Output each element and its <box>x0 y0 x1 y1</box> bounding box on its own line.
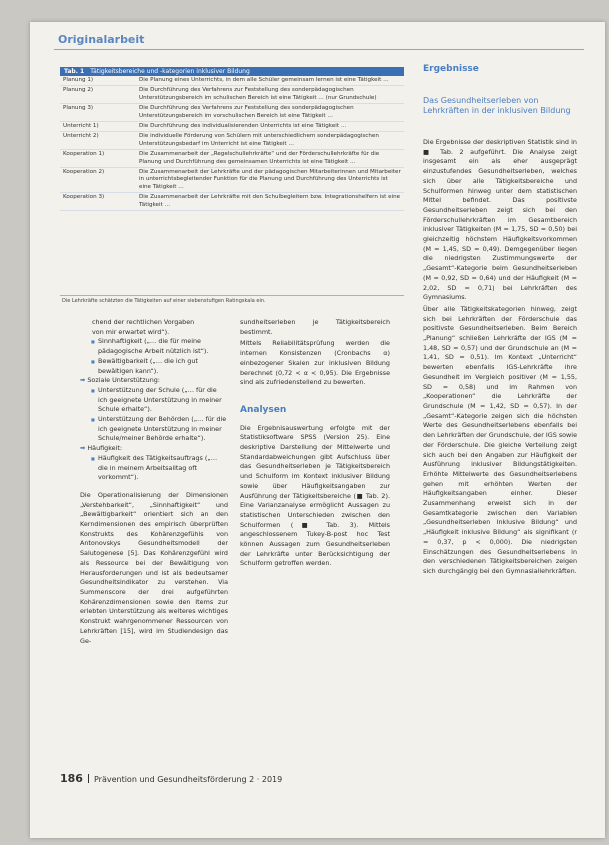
table-cell-category: Unterricht 1) <box>63 123 99 130</box>
table-cell-category: Planung 2) <box>63 87 94 94</box>
body-paragraph: sundheitserleben je Tätigkeitsbereich bestimmt. <box>240 318 390 336</box>
journal-page <box>30 22 605 838</box>
table-note: Die Lehrkräfte schätzten die Tätigkeiten auf einer siebenstufigen Ratingskala ein. <box>62 298 266 304</box>
right-column <box>423 62 577 579</box>
table-row <box>60 122 404 132</box>
table-number: Tab. 1 <box>64 68 85 75</box>
list-item: ■ Bewältigbarkeit („… die ich gut bewältigen kann“). <box>92 357 228 376</box>
table-row <box>60 168 404 193</box>
subsection-heading: Das Gesundheitserleben von Lehrkräften in der inklusiven Bildung <box>423 96 571 115</box>
body-paragraph: Die Ergebnisauswertung erfolgte mit der Statistiksoftware SPSS (Version 25). Eine deskriptive Darstellung der Mittelwerte und Standardabweichungen gibt Aufschluss über das Gesundheitserleben je Tätigkeitsbereich und Schulform im Kontext inklusiver Bildung sowie über Häufigkeitsangaben zur Ausführung der Tätigkeitsbereiche (■ Tab. 2). Eine Varianzanalyse ermöglicht Aussagen zu statistischen Unterschieden zwischen den Schulformen (■ Tab. 3). Mittels angeschlossenem Tukey-B-post hoc Test können Aussagen zum Gesundheitserleben der Lehrkräfte unter Berücksichtigung der Schulform getroffen werden. <box>240 423 390 568</box>
list-item: ■ Sinnhaftigkeit („… die für meine pädagogische Arbeit nützlich ist“). <box>92 337 228 356</box>
table-row <box>60 132 404 150</box>
table-cell-category: Unterricht 2) <box>63 133 99 140</box>
table-1 <box>60 67 404 296</box>
table-row <box>60 193 404 211</box>
section-heading-ergebnisse: Ergebnisse <box>423 64 479 74</box>
list-item: ■ Häufigkeit des Tätigkeitsauftrags („… die in meinem Arbeitsalltag oft vorkommt“). <box>92 454 228 483</box>
left-column <box>80 318 228 653</box>
list-item: ■ Unterstützung der Behörden („… für die ich geeignete Unterstützung in meiner Schule/meiner Behörde erhalte“). <box>92 415 228 444</box>
list-a <box>80 337 228 376</box>
table-cell-description: Die Durchführung des Verfahrens zur Feststellung des sonderpädagogischen Unterstützungsbereich im vorschulischen Bereich ist eine Tätigkeit … <box>139 105 354 119</box>
table-row <box>60 150 404 168</box>
middle-column <box>240 318 390 571</box>
header-rule <box>54 49 584 50</box>
arrow-icon: ➡ <box>80 444 86 453</box>
table-cell-description: Die Zusammenarbeit der Lehrkräfte mit den Schulbegleitern bzw. Integrationshelfern ist eine Tätigkeit … <box>139 194 401 208</box>
table-cell-category: Kooperation 1) <box>63 151 105 158</box>
section-heading-analysen: Analysen <box>240 404 287 415</box>
group-heading: ➡ Häufigkeit: <box>80 444 123 453</box>
list-b <box>80 386 228 444</box>
table-cell-category: Kooperation 2) <box>63 169 105 176</box>
body-paragraph: Die Ergebnisse der deskriptiven Statistik sind in ■ Tab. 2 aufgeführt. Die Analyse zeigt insgesamt ein als eher ausgeprägt einzustufendes Gesundheitserleben, welches sich über alle Tätigkeitsbereiche und Schulformen hinweg unter dem statistischen Mittel befindet. Das positivste Gesundheitserleben zeigt sich bei den Förderschullehrkräften im Gesamtbereich inklusiver Tätigkeiten (M = 1,75, SD = 0,50) bei gleichzeitig höchstem Häufigkeitsvorkommen (M = 1,45, SD = 0,49). Demgegenüber liegen die niedrigsten Zustimmungswerte der „Gesamt“-Kategorie beim Gesundheitserleben (M = 0,92, SD = 0,64) und der Häufigkeit (M = 2,02, SD = 0,71) bei Lehrkräften des Gymnasiums. <box>423 138 577 302</box>
list-item: ■ Unterstützung der Schule („… für die ich geeignete Unterstützung in meiner Schule erhalte“). <box>92 386 228 415</box>
body-paragraph: Mittels Reliabilitätsprüfung werden die internen Konsistenzen (Cronbachs α) einbezogener Skalen zur inklusiven Bildung berechnet (0,72 < α < 0,95). Die Ergebnisse sind als zufriedenstellend zu bewerten. <box>240 339 390 387</box>
table-row <box>60 86 404 104</box>
page-footer <box>60 772 282 785</box>
body-paragraph: Über alle Tätigkeitskategorien hinweg, zeigt sich bei Lehrkräften der Förderschule das positivste Gesundheitserleben. Beim Bereich „Planung“ schließen Lehrkräfte der IGS (M = 1,48, SD = 0,57) und der Grundschule an (M = 1,41, SD = 0,51). Im Kontext „Unterricht“ bewerten ebenfalls IGS-Lehrkräfte ihre Gesundheit im Vergleich positiver (M = 1,55, SD = 0,58) und im Rahmen von „Kooperationen“ die Lehrkräfte der Grundschule (M = 1,42, SD = 0,57). In der „Gesamt“-Kategorie zeigen sich die höchsten Werte des Gesundheitserlebens ebenfalls bei den Lehrkräften der Grundschule, der IGS sowie der Förderschule. Die gleiche Verteilung zeigt sich auch bei den Angaben zur Häufigkeit der Ausführung inklusiver Bildungstätigkeiten. Erhöhte Mittelwerte des Gesundheitserlebens gehen mit erhöhten Werten der Häufigkeitsangaben einher. Dieser Zusammenhang erweist sich in der Gesamtkategorie zwischen den Variablen „Gesundheitserleben Inklusive Bildung“ und „Häufigkeit inklusive Bildung“ als signifikant (r = 0,37, p < 0,000). Die niedrigsten Einschätzungen des Gesundheitserlebens in den verschiedenen Tätigkeitsbereichen zeigen sich durchgängig bei den Gymnasiallehrkräften. <box>423 304 577 575</box>
table-cell-description: Die Zusammenarbeit der „Regelschullehrkräfte“ und der Förderschullehrkräfte für die Planung und Durchführung des gemeinsamen Unterrichts ist eine Tätigkeit … <box>139 151 380 165</box>
right-text <box>423 138 577 577</box>
table-cell-description: Die Durchführung des individualisierenden Unterrichts ist eine Tätigkeit … <box>139 123 347 130</box>
arrow-icon: ➡ <box>80 376 86 385</box>
page-number: 186 <box>60 772 83 785</box>
footer-divider <box>88 774 89 783</box>
continued-line: chend der rechtlichen Vorgaben <box>92 318 195 326</box>
table-caption <box>60 67 404 76</box>
table-body <box>60 76 404 211</box>
continued-line: von mir erwartet wird“). <box>92 327 170 336</box>
table-cell-description: Die Zusammenarbeit der Lehrkräfte und der pädagogischen Mitarbeiterinnen und Mitarbeiter in unterrichtsbegleitender Funktion für die Planung und Durchführung des Unterrichts ist eine Tätigkeit … <box>139 169 401 190</box>
list-c <box>80 454 228 483</box>
table-cell-category: Planung 1) <box>63 77 94 83</box>
section-label: Originalarbeit <box>58 33 145 46</box>
journal-name: Prävention und Gesundheitsförderung 2 · 2019 <box>93 775 283 784</box>
table-title: Tätigkeitsbereiche und -kategorien inklusiver Bildung <box>90 68 250 75</box>
table-cell-category: Kooperation 3) <box>63 194 105 201</box>
group-heading: ➡ Soziale Unterstützung: <box>80 376 160 385</box>
table-row <box>60 76 404 86</box>
table-cell-description: Die individuelle Förderung von Schülern mit unterschiedlichem sonderpädagogischen Unterstützungsbedarf im Unterricht ist eine Tätigkeit … <box>139 133 379 147</box>
table-cell-description: Die Durchführung des Verfahrens zur Feststellung des sonderpädagogischen Unterstützungsbereich im schulischen Bereich ist eine Tätigkeit … (nur Grundschule) <box>139 87 377 101</box>
table-cell-description: Die Planung eines Unterrichts, in dem alle Schüler gemeinsam lernen ist eine Tätigkeit … <box>139 77 389 83</box>
body-paragraph: Die Operationalisierung der Dimensionen „Verstehbarkeit“, „Sinnhaftigkeit“ und „Bewältigbarkeit“ orientiert sich an den Kerndimensionen des empirisch überprüften Konstrukts des Kohärenzgefühls von Antonovskys Gesundheitsmodell der Salutogenese [5]. Das Kohärenzgefühl wird als Ressource bei der Bewältigung von Herausforderungen und ist als bedeutsamer Gesundheitsindikator zu verstehen. Via Summenscore der drei aufgeführten Kohärenzdimensionen sowie den Items zur erlebten Unterstützung als weiteres wichtiges Konstrukt wahrgenommener Ressourcen von Lehrkräften [15], wird im Studiendesign das Ge- <box>80 490 228 645</box>
table-cell-category: Planung 3) <box>63 105 94 112</box>
table-row <box>60 104 404 122</box>
